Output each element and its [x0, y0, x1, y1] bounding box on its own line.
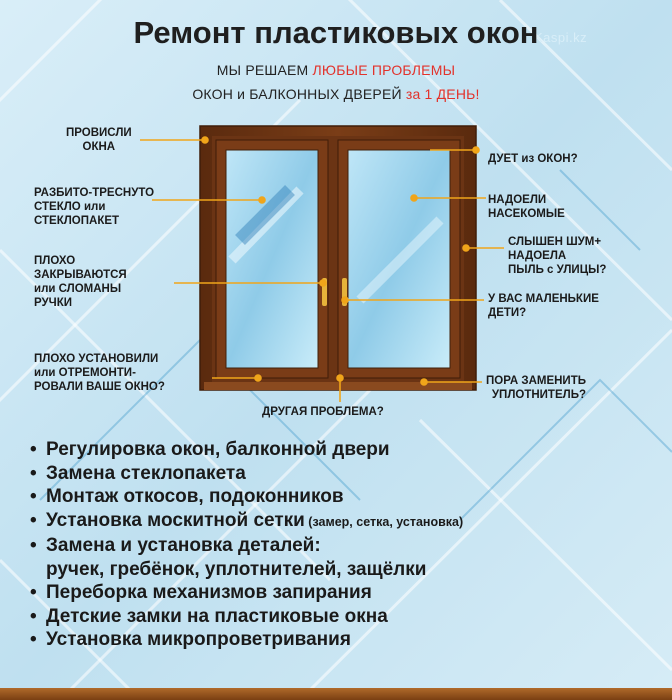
problem-line: ПЫЛЬ с УЛИЦЫ?	[508, 264, 607, 276]
subtitle-line-1-text: МЫ РЕШАЕМ	[216, 62, 313, 78]
service-text: Установка москитной сетки	[46, 509, 305, 531]
subtitle-line-1	[0, 62, 672, 78]
problem-line: ДУЕТ из ОКОН?	[488, 153, 578, 165]
list-item: • Замена и установка деталей:	[30, 535, 321, 556]
window-illustration	[200, 126, 476, 390]
list-item: • Переборка механизмов запирания	[30, 582, 372, 603]
problem-other: ДРУГАЯ ПРОБЛЕМА?	[262, 406, 384, 418]
bottom-frame-strip	[0, 688, 672, 700]
subtitle-line-2-highlight: за 1 ДЕНЬ!	[405, 86, 480, 102]
problem-line: СЛЫШЕН ШУМ+	[508, 236, 602, 248]
problem-small-children	[488, 292, 599, 320]
problem-sagging-windows	[66, 126, 132, 154]
list-item: • Установка микропроветривания	[30, 629, 351, 650]
list-item: • Детские замки на пластиковые окна	[30, 605, 388, 627]
problem-line: УПЛОТНИТЕЛЬ?	[491, 389, 586, 401]
service-text: Замена и установка деталей:	[46, 535, 321, 556]
problem-line: ПЛОХО УСТАНОВИЛИ	[34, 353, 159, 365]
problem-line: НАДОЕЛА	[508, 250, 567, 262]
problem-line: РУЧКИ	[34, 297, 73, 309]
service-text: Детские замки на пластиковые окна	[46, 605, 388, 627]
watermark-text: Kaspi.kz	[534, 30, 588, 45]
problem-bad-handles	[34, 254, 127, 310]
problem-line: НАСЕКОМЫЕ	[488, 208, 565, 220]
page-title: Ремонт пластиковых окон	[133, 15, 539, 50]
problem-broken-glass	[34, 186, 154, 228]
problem-line: ПРОВИСЛИ	[66, 127, 132, 139]
service-note: (замер, сетка, установка)	[304, 514, 464, 529]
problem-line: или ОТРЕМОНТИ-	[34, 367, 136, 379]
problem-line: ПОРА ЗАМЕНИТЬ	[486, 375, 586, 387]
subtitle-line-2	[0, 86, 672, 102]
problem-line: СТЕКЛО или	[34, 201, 106, 213]
service-text: Установка микропроветривания	[46, 629, 351, 650]
service-text: Переборка механизмов запирания	[46, 582, 372, 603]
problem-noise-dust	[508, 235, 606, 277]
problem-line: НАДОЕЛИ	[488, 194, 547, 206]
list-item: • Замена стеклопакета	[30, 462, 246, 484]
list-item: • Установка москитной сетки (замер, сетка, установка)	[30, 509, 464, 531]
problem-line: ПЛОХО	[34, 255, 76, 267]
problem-line: ОКНА	[82, 141, 116, 153]
subtitle-line-1-highlight: ЛЮБЫЕ ПРОБЛЕМЫ	[312, 62, 456, 78]
problem-line: СТЕКЛОПАКЕТ	[34, 215, 120, 227]
problem-line: РОВАЛИ ВАШЕ ОКНО?	[34, 381, 165, 393]
problem-replace-seal	[486, 374, 586, 402]
problem-line: или СЛОМАНЫ	[34, 283, 122, 295]
list-item-continuation: ручек, гребёнок, уплотнителей, защёлки	[46, 558, 427, 580]
subtitle-line-2-text: ОКОН и БАЛКОННЫХ ДВЕРЕЙ	[192, 86, 406, 102]
services-list	[30, 438, 660, 652]
problem-line: У ВАС МАЛЕНЬКИЕ	[488, 293, 599, 305]
service-text: Замена стеклопакета	[46, 462, 246, 484]
list-item: • Регулировка окон, балконной двери	[30, 439, 390, 460]
service-text: Монтаж откосов, подоконников	[46, 486, 344, 507]
service-text: Регулировка окон, балконной двери	[46, 439, 390, 460]
problem-line: ЗАКРЫВАЮТСЯ	[34, 269, 127, 281]
problem-insects	[488, 193, 565, 221]
list-item: • Монтаж откосов, подоконников	[30, 486, 344, 507]
problem-line: РАЗБИТО-ТРЕСНУТО	[34, 187, 155, 199]
problem-line: ДЕТИ?	[488, 307, 527, 319]
problem-draft	[488, 152, 578, 166]
problem-bad-installation	[34, 352, 165, 394]
